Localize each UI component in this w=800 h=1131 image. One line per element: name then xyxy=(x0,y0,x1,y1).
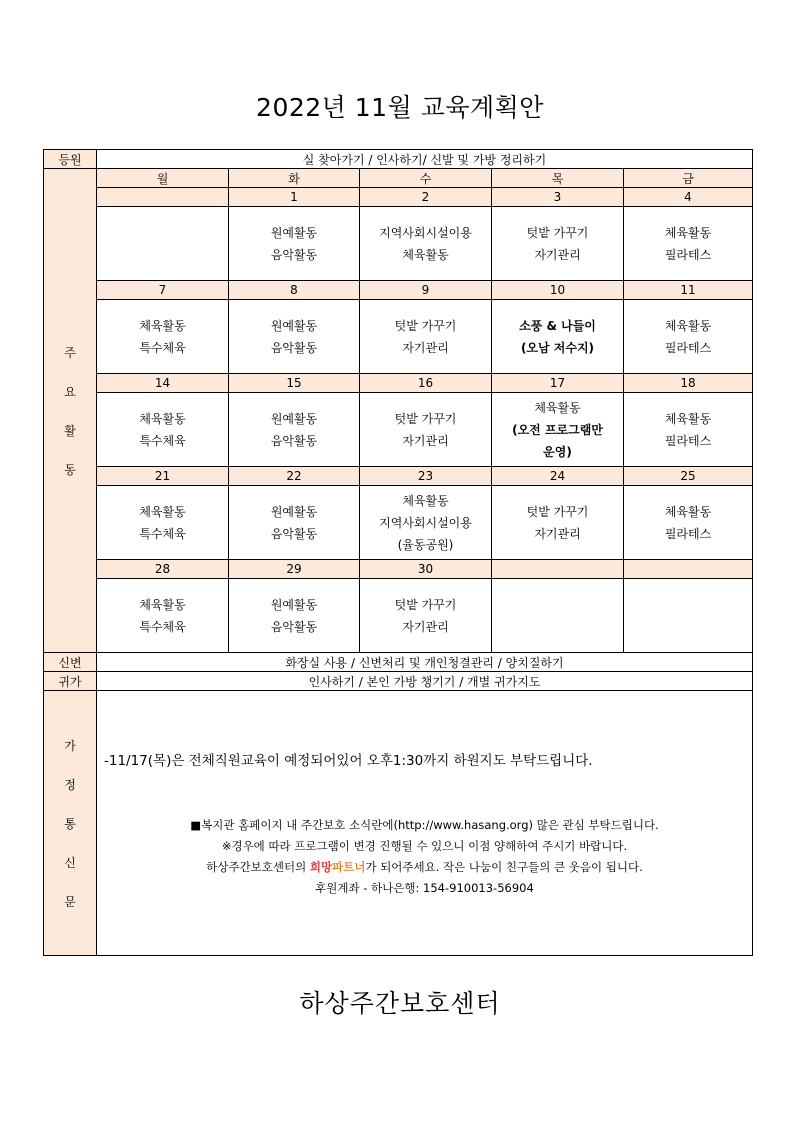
date-cell xyxy=(97,188,229,207)
date-cell: 4 xyxy=(624,188,753,207)
activity-line: 원예활동 xyxy=(270,225,318,240)
activity-line: 체육활동 xyxy=(402,247,449,262)
partner-pre: 하상주간보호센터의 xyxy=(206,860,310,874)
family-notice xyxy=(97,691,753,956)
activity-line: 텃밭 가꾸기 xyxy=(526,225,589,240)
activity-line: 자기관리 xyxy=(402,619,449,634)
activity-cell xyxy=(360,207,492,281)
activities-label-char: 활 xyxy=(64,423,76,438)
activity-cell xyxy=(229,207,360,281)
home-label: 귀가 xyxy=(44,672,97,691)
activity-line: 필라테스 xyxy=(664,433,712,448)
activity-cell xyxy=(624,486,753,560)
date-cell: 16 xyxy=(360,374,492,393)
date-cell: 28 xyxy=(97,560,229,579)
activity-line: 텃밭 가꾸기 xyxy=(394,411,457,426)
date-cell: 22 xyxy=(229,467,360,486)
activity-line: 음악활동 xyxy=(270,247,318,262)
date-cell: 25 xyxy=(624,467,753,486)
notice-main: -11/17(목)은 전체직원교육이 예정되어있어 오후1:30까지 하원지도 부탁드립니다. xyxy=(104,753,593,769)
activity-line: 체육활동 xyxy=(664,225,712,240)
activity-line: 자기관리 xyxy=(402,340,449,355)
weekday-header: 화 xyxy=(229,169,360,188)
activity-line: 체육활동 xyxy=(664,411,712,426)
date-cell xyxy=(624,560,753,579)
notice-homepage: ■복지관 홈페이지 내 주간보호 소식란에(http://www.hasang.org) 많은 관심 부탁드립니다. xyxy=(190,818,659,832)
activity-line: 자기관리 xyxy=(534,526,581,541)
activity-line: 원예활동 xyxy=(270,504,318,519)
activity-line: 필라테스 xyxy=(664,247,712,262)
family-label-char: 신 xyxy=(64,855,76,870)
activity-line: 특수체육 xyxy=(139,340,186,355)
activity-line: (오남 저수지) xyxy=(520,340,595,355)
activity-line: 지역사회시설이용 xyxy=(379,225,472,240)
activity-cell xyxy=(360,579,492,653)
activity-line: 음악활동 xyxy=(270,433,318,448)
activity-line: 자기관리 xyxy=(402,433,449,448)
weekday-header: 월 xyxy=(97,169,229,188)
date-cell: 23 xyxy=(360,467,492,486)
family-label-char: 문 xyxy=(64,894,76,909)
activity-cell xyxy=(492,207,624,281)
home-text: 인사하기 / 본인 가방 챙기기 / 개별 귀가지도 xyxy=(97,672,753,691)
activity-line: 체육활동 xyxy=(534,400,581,415)
activity-cell xyxy=(360,393,492,467)
education-plan-table xyxy=(43,149,753,956)
activity-line: 원예활동 xyxy=(270,597,318,612)
activity-line: 원예활동 xyxy=(270,411,318,426)
date-cell xyxy=(492,560,624,579)
toilet-label: 신변 xyxy=(44,653,97,672)
activity-line: 필라테스 xyxy=(664,526,712,541)
activities-label-char: 동 xyxy=(64,462,76,477)
date-cell: 17 xyxy=(492,374,624,393)
weekday-header: 금 xyxy=(624,169,753,188)
activity-line: 체육활동 xyxy=(664,504,712,519)
activity-cell xyxy=(492,300,624,374)
activity-cell xyxy=(229,579,360,653)
date-cell: 8 xyxy=(229,281,360,300)
partner-hope: 희망 xyxy=(309,860,333,874)
date-cell: 30 xyxy=(360,560,492,579)
center-name: 하상주간보호센터 xyxy=(299,989,501,1018)
notice-partner xyxy=(97,857,752,878)
activity-line: 텃밭 가꾸기 xyxy=(394,318,457,333)
activity-line: 음악활동 xyxy=(270,619,318,634)
activity-line: (오전 프로그램만 xyxy=(512,422,603,437)
page-title: 2022년 11월 교육계획안 xyxy=(256,93,544,122)
activity-line: 음악활동 xyxy=(270,340,318,355)
family-label-char: 가 xyxy=(64,738,76,753)
activity-line: 특수체육 xyxy=(139,433,186,448)
activity-line: 필라테스 xyxy=(664,340,712,355)
date-cell: 18 xyxy=(624,374,753,393)
partner-word: 파트너 xyxy=(332,860,366,874)
activity-line: 음악활동 xyxy=(270,526,318,541)
weekday-header: 목 xyxy=(492,169,624,188)
activities-label xyxy=(44,169,97,653)
activity-line: 소풍 & 나들이 xyxy=(519,318,596,333)
activity-cell xyxy=(360,486,492,560)
activity-line: 체육활동 xyxy=(139,504,186,519)
date-cell: 3 xyxy=(492,188,624,207)
activity-line: 원예활동 xyxy=(270,318,318,333)
date-cell: 11 xyxy=(624,281,753,300)
activity-line: 텃밭 가꾸기 xyxy=(394,597,457,612)
activity-cell xyxy=(97,300,229,374)
activity-cell xyxy=(97,579,229,653)
activity-cell xyxy=(492,393,624,467)
activity-line: 체육활동 xyxy=(139,318,186,333)
activity-line: 특수체육 xyxy=(139,526,186,541)
activity-line: 운영) xyxy=(543,444,572,459)
activity-line: 지역사회시설이용 xyxy=(379,515,472,530)
activity-cell xyxy=(97,207,229,281)
activity-cell xyxy=(229,486,360,560)
notice-change: ※경우에 따라 프로그램이 변경 진행될 수 있으니 이점 양해하여 주시기 바랍니다. xyxy=(221,839,628,853)
date-cell: 29 xyxy=(229,560,360,579)
activity-cell xyxy=(492,579,624,653)
activity-line: 체육활동 xyxy=(664,318,712,333)
date-cell: 21 xyxy=(97,467,229,486)
activity-cell xyxy=(229,300,360,374)
activity-line: 텃밭 가꾸기 xyxy=(526,504,589,519)
activity-line: 자기관리 xyxy=(534,247,581,262)
date-cell: 2 xyxy=(360,188,492,207)
activity-cell xyxy=(492,486,624,560)
activity-cell xyxy=(97,486,229,560)
family-label-char: 통 xyxy=(64,816,76,831)
activity-line: 체육활동 xyxy=(139,411,186,426)
date-cell: 15 xyxy=(229,374,360,393)
arrival-label: 등원 xyxy=(44,150,97,169)
notice-account: 후원계좌 - 하나은행: 154-910013-56904 xyxy=(315,881,534,895)
activity-cell xyxy=(624,579,753,653)
activity-cell xyxy=(624,300,753,374)
activity-line: 체육활동 xyxy=(402,493,449,508)
activity-cell xyxy=(624,393,753,467)
weekday-header: 수 xyxy=(360,169,492,188)
date-cell: 24 xyxy=(492,467,624,486)
activity-cell xyxy=(624,207,753,281)
activities-label-char: 주 xyxy=(64,345,76,360)
date-cell: 1 xyxy=(229,188,360,207)
activities-label-char: 요 xyxy=(64,384,76,399)
partner-post: 가 되어주세요. 작은 나눔이 친구들의 큰 웃음이 됩니다. xyxy=(365,860,643,874)
date-cell: 10 xyxy=(492,281,624,300)
activity-cell xyxy=(229,393,360,467)
activity-line: (율동공원) xyxy=(397,537,454,552)
family-label-char: 정 xyxy=(64,777,76,792)
toilet-text: 화장실 사용 / 신변처리 및 개인청결관리 / 양치질하기 xyxy=(97,653,753,672)
activity-line: 체육활동 xyxy=(139,597,186,612)
activity-cell xyxy=(360,300,492,374)
activity-line: 특수체육 xyxy=(139,619,186,634)
arrival-text: 실 찾아가기 / 인사하기/ 신발 및 가방 정리하기 xyxy=(97,150,753,169)
date-cell: 9 xyxy=(360,281,492,300)
family-label xyxy=(44,691,97,956)
date-cell: 14 xyxy=(97,374,229,393)
date-cell: 7 xyxy=(97,281,229,300)
activity-cell xyxy=(97,393,229,467)
